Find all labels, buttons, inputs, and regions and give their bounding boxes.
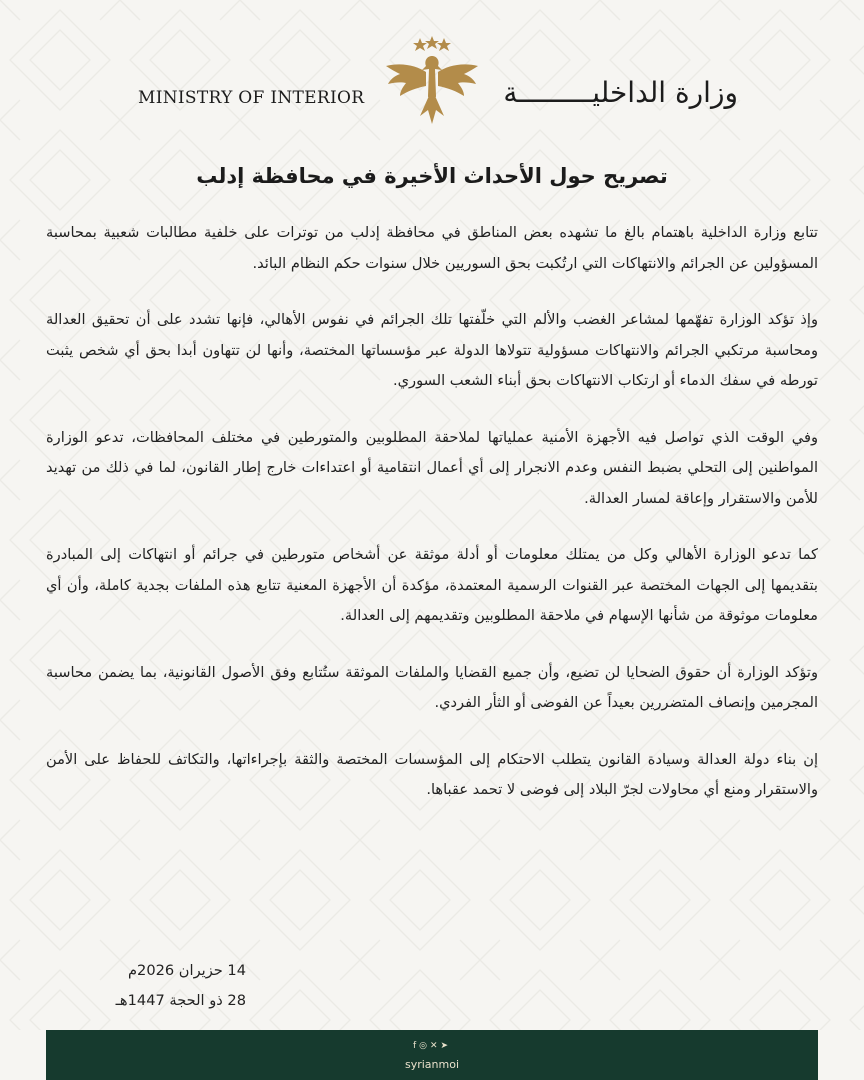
social-icons: [46, 1041, 818, 1051]
x-icon[interactable]: ✕: [429, 1041, 441, 1051]
facebook-icon[interactable]: f: [412, 1041, 420, 1051]
footer-bar: [46, 1030, 818, 1080]
ministry-name-arabic: وزارة الداخليـــــــــة: [503, 76, 738, 109]
paragraph-6: إن بناء دولة العدالة وسيادة القانون يتطلب الاحتكام إلى المؤسسات المختصة والثقة بإجراءاتها، والتكاتف للحفاظ على الأمن والاستقرار ومنع أي محاولات لجرّ البلاد إلى فوضى لا تحمد عقباها.: [46, 750, 818, 798]
statement-dates: [46, 956, 246, 1016]
golden-eagle-emblem: [382, 36, 482, 130]
statement-body: [46, 218, 818, 832]
telegram-icon[interactable]: ➤: [440, 1041, 452, 1051]
paragraph-5: وتؤكد الوزارة أن حقوق الضحايا لن تضيع، وأن جميع القضايا والملفات الموثقة ستُتابع وفق الأصول القانونية، بما يضمن محاسبة المجرمين وإنصاف المتضررين بعيداً عن الفوضى أو الثأر الفردي.: [46, 663, 818, 711]
instagram-icon[interactable]: ◎: [419, 1041, 430, 1051]
paragraph-3: وفي الوقت الذي تواصل فيه الأجهزة الأمنية عملياتها لملاحقة المطلوبين والمتورطين في مختلف المحافظات، تدعو الوزارة المواطنين إلى التحلي بضبط النفس وعدم الانجرار إلى أي أعمال انتقامية أو اعتداءات خارج إطار القانون، لما في ذلك من تهديد للأمن والاستقرار وإعاقة لمسار العدالة.: [46, 428, 818, 507]
paragraph-1: تتابع وزارة الداخلية باهتمام بالغ ما تشهده بعض المناطق في محافظة إدلب من توترات على خلفية مطالبات شعبية بمحاسبة المسؤولين عن الجرائم والانتهاكات التي ارتُكبت بحق السوريين خلال سنوات حكم النظام البائد.: [46, 224, 818, 272]
ministry-name-english: MINISTRY OF INTERIOR: [138, 88, 365, 108]
paragraph-2: وإذ تؤكد الوزارة تفهّمها لمشاعر الغضب والألم التي خلّفتها تلك الجرائم في نفوس الأهالي، فإنها تشدد على أن تحقيق العدالة ومحاسبة مرتكبي الجرائم والانتهاكات مسؤولية تتولاها الدولة عبر مؤسساتها المختصة، وأنها لن تتهاون أبدا بحق أي شخص يثبت تورطه في سفك الدماء أو ارتكاب الانتهاكات بحق أبناء الشعب السوري.: [46, 311, 818, 389]
social-handle[interactable]: syrianmoi: [404, 1058, 460, 1071]
statement-title: تصريح حول الأحداث الأخيرة في محافظة إدلب: [196, 164, 668, 188]
hijri-date: 28 ذو الحجة 1447هـ: [115, 992, 246, 1009]
paragraph-4: كما تدعو الوزارة الأهالي وكل من يمتلك معلومات أو أدلة موثقة عن أشخاص متورطين في جرائم أو انتهاكات إلى المبادرة بتقديمها إلى الجهات المختصة عبر القنوات الرسمية المعتمدة، مؤكدة أن الأجهزة المعنية تتابع هذه الملفات بجدية كاملة، وأن أي معلومات موثوقة من شأنها الإسهام في ملاحقة المطلوبين وتقديمهم إلى العدالة.: [46, 546, 818, 624]
gregorian-date: 14 حزيران 2026م: [127, 962, 246, 979]
